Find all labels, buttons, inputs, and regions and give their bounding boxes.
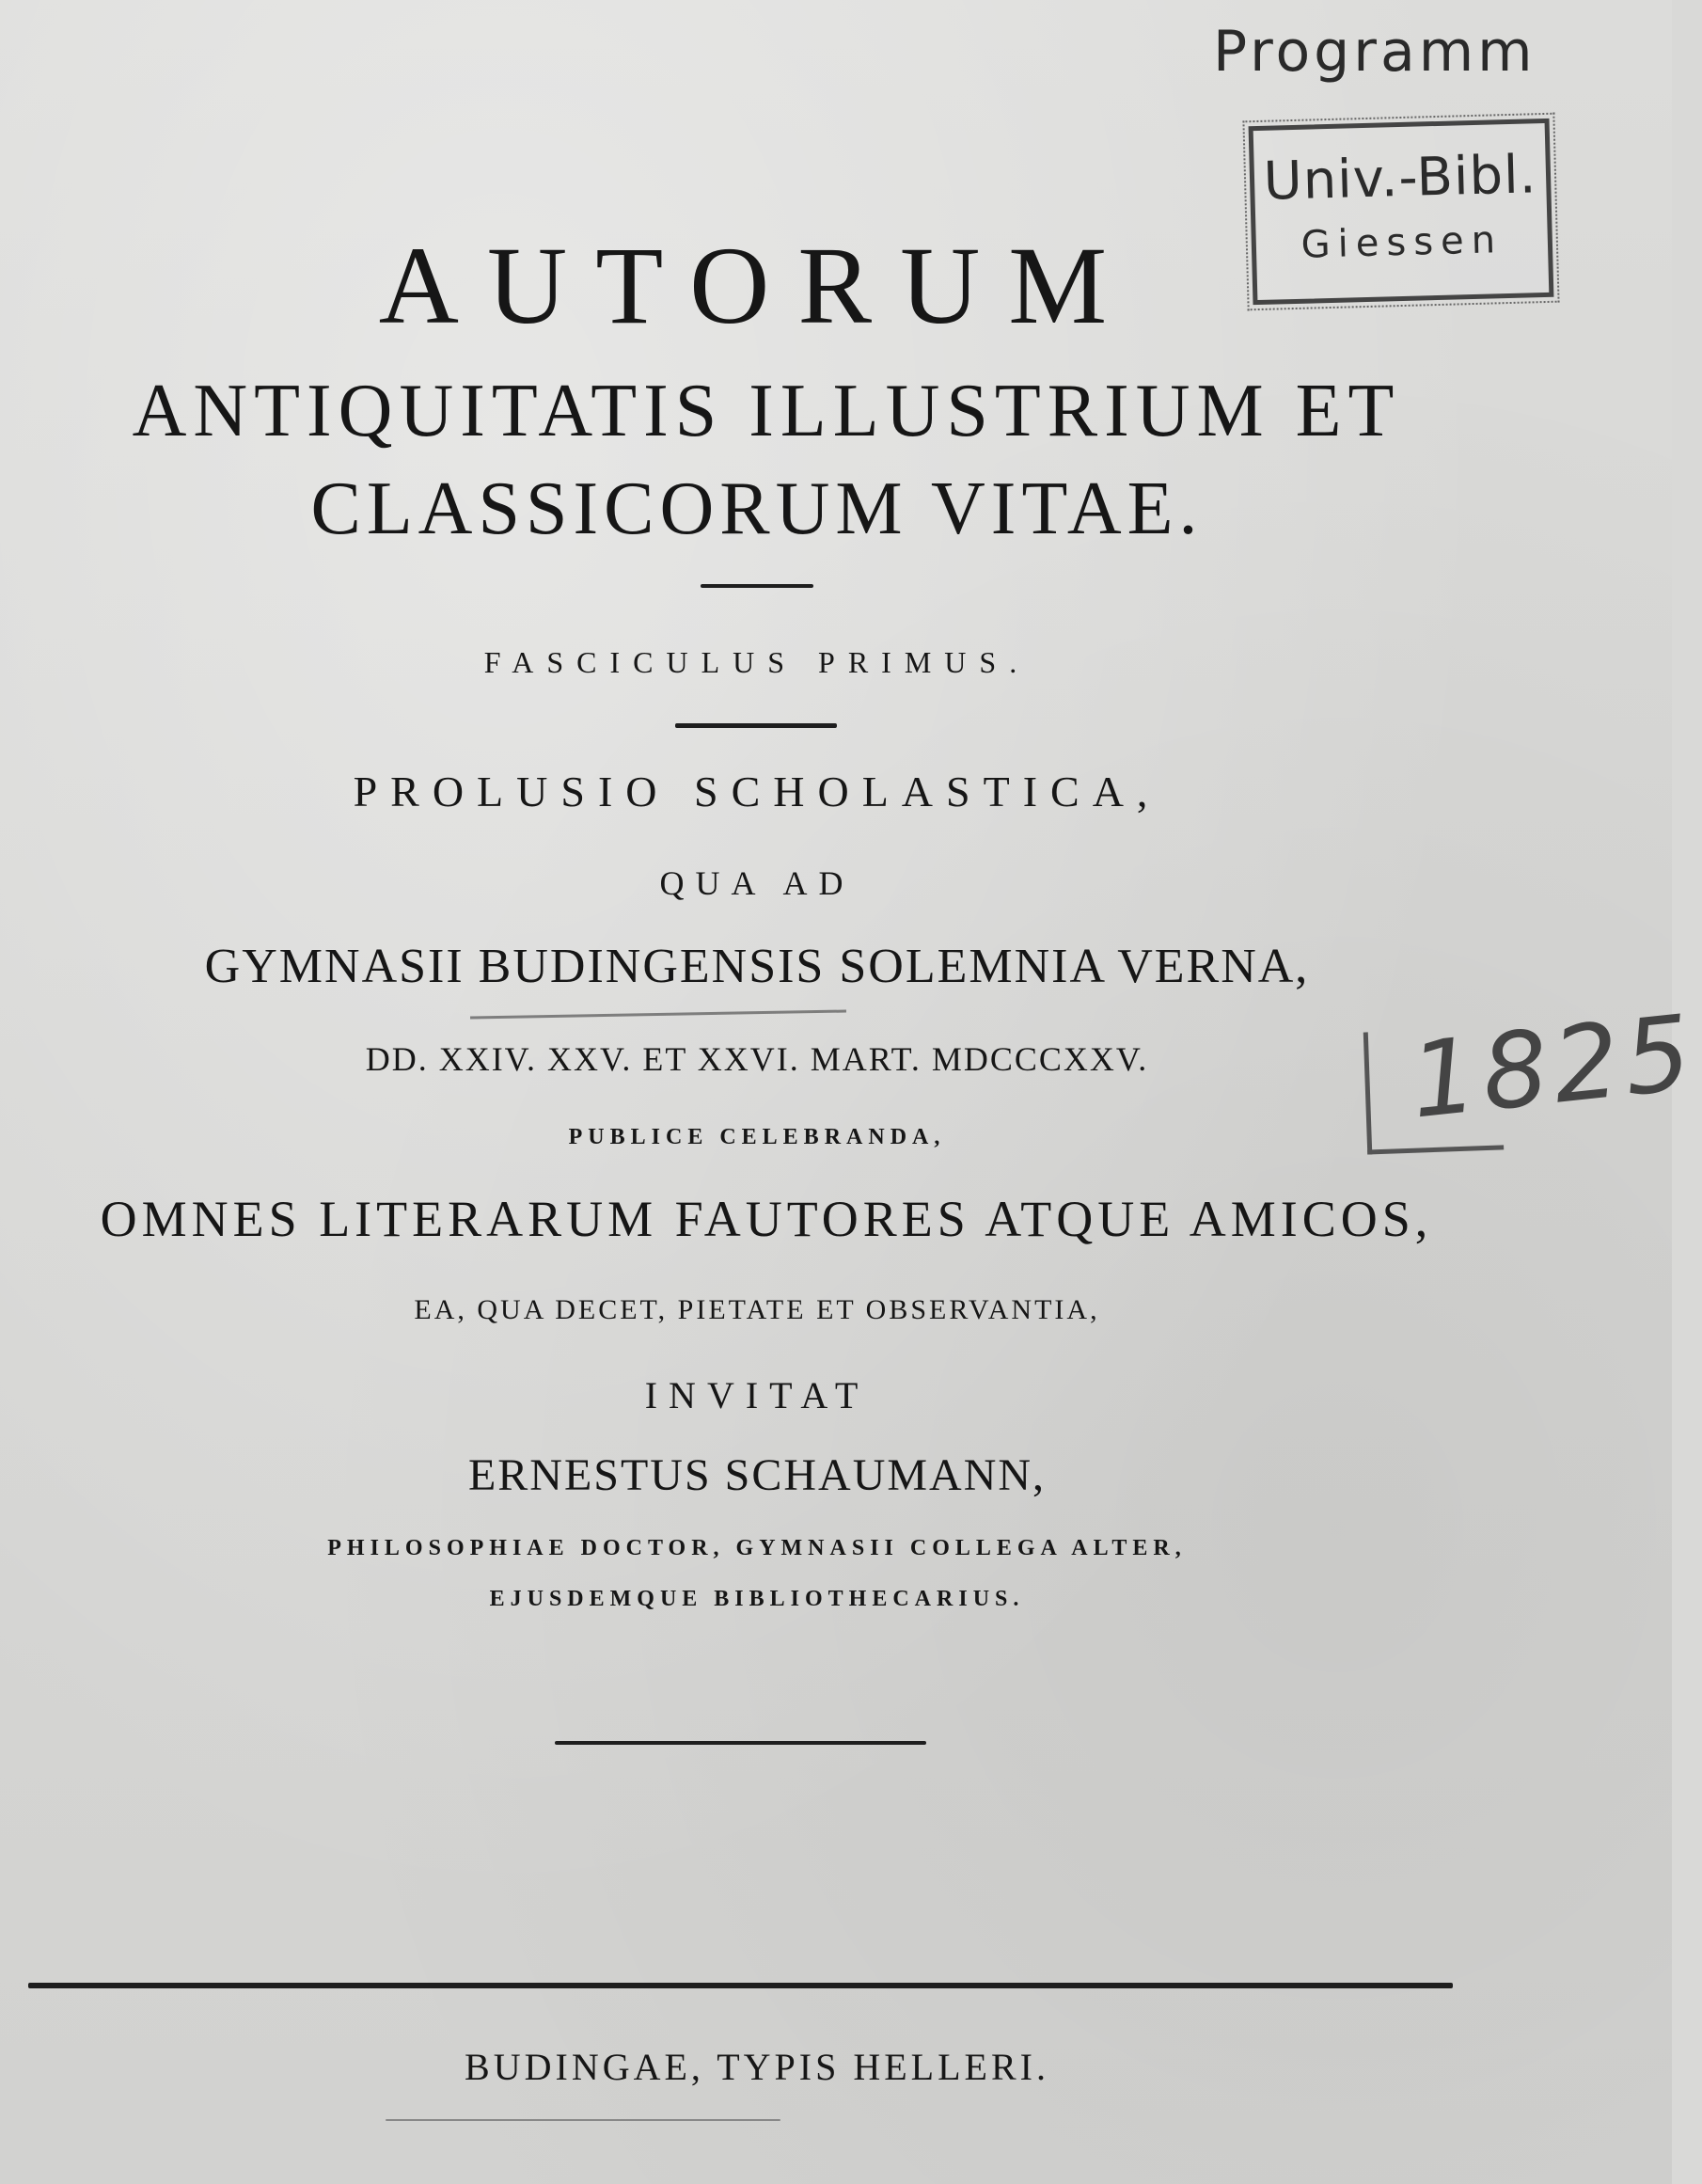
divider-2 [675, 723, 837, 728]
pencil-underline [470, 1010, 846, 1020]
handwritten-year: 1825 [1405, 991, 1702, 1142]
divider-3 [555, 1741, 926, 1745]
gymnasii-line: GYMNASII BUDINGENSIS SOLEMNIA VERNA, [204, 940, 1310, 993]
author-title-1: PHILOSOPHIAE DOCTOR, GYMNASII COLLEGA ALTER, [327, 1536, 1187, 1560]
author-title-2: EJUSDEMQUE BIBLIOTHECARIUS. [489, 1587, 1025, 1611]
title-line-1: AUTORUM [378, 224, 1136, 347]
programm-stamp: Programm [1213, 19, 1537, 85]
title-line-3: CLASSICORUM VITAE. [310, 467, 1204, 550]
dates-line: DD. XXIV. XXV. ET XXVI. MART. MDCCCXXV. [365, 1040, 1149, 1078]
bottom-rule [28, 1983, 1453, 1988]
library-stamp-line2: Giessen [1300, 218, 1504, 267]
library-stamp-line1: Univ.-Bibl. [1262, 144, 1538, 213]
author-name: ERNESTUS SCHAUMANN, [467, 1450, 1047, 1500]
title-line-2: ANTIQUITATIS ILLUSTRIUM ET [132, 370, 1401, 452]
divider-1 [701, 584, 813, 588]
prolusio-line: PROLUSIO SCHOLASTICA, [353, 768, 1161, 815]
qua-ad-line: QUA AD [659, 864, 855, 902]
faint-bottom-mark [386, 2119, 780, 2121]
fasciculus-line: FASCICULUS PRIMUS. [483, 645, 1031, 679]
omnes-line: OMNES LITERARUM FAUTORES ATQUE AMICOS, [100, 1191, 1433, 1247]
invitat-line: INVITAT [644, 1374, 870, 1416]
imprint-line: BUDINGAE, TYPIS HELLERI. [465, 2046, 1049, 2088]
ea-qua-line: EA, QUA DECET, PIETATE ET OBSERVANTIA, [414, 1294, 1100, 1325]
publice-line: PUBLICE CELEBRANDA, [568, 1125, 946, 1149]
